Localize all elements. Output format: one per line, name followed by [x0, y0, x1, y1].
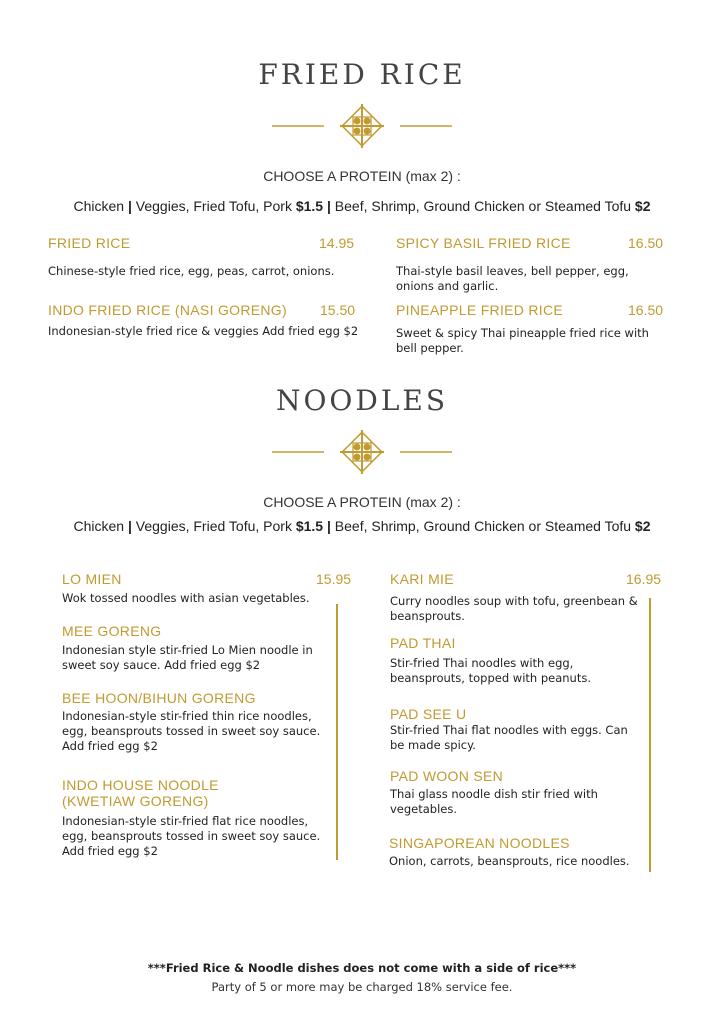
- protein-text: Chicken: [73, 518, 128, 534]
- protein-text: Veggies, Fried Tofu, Pork: [131, 198, 296, 214]
- menu-item-description: Onion, carrots, beansprouts, rice noodles.: [389, 854, 630, 868]
- menu-item-name: PAD SEE U: [390, 706, 467, 722]
- menu-item-description: Thai glass noodle dish stir fried with vegetables.: [390, 787, 598, 816]
- menu-item-price: 15.50: [320, 302, 356, 318]
- protein-price: $1.5: [295, 518, 324, 534]
- protein-text: Beef, Shrimp, Ground Chicken or Steamed Tofu: [334, 518, 635, 534]
- menu-item-name: PAD WOON SEN: [390, 768, 504, 784]
- protein-price: $2: [634, 518, 651, 534]
- menu-item-description: Indonesian style stir-fried Lo Mien noodle in sweet soy sauce. Add fried egg $2: [62, 643, 313, 672]
- noodles-protein-options: [0, 518, 724, 534]
- noodles-choose-protein: CHOOSE A PROTEIN (max 2) :: [263, 494, 461, 510]
- protein-price: $1.5: [295, 198, 324, 214]
- menu-item-name: SPICY BASIL FRIED RICE: [396, 235, 571, 251]
- column-divider: [649, 598, 651, 872]
- menu-item-description: Indonesian-style fried rice & veggies Add fried egg $2: [48, 324, 359, 338]
- menu-item-description: Stir-fried Thai flat noodles with eggs. Can be made spicy.: [390, 723, 628, 752]
- menu-item-name: FRIED RICE: [48, 235, 131, 251]
- diamond-ornament-icon: [272, 104, 452, 148]
- menu-item-description: Stir-fried Thai noodles with egg, beansprouts, topped with peanuts.: [390, 656, 591, 685]
- menu-item-name: PINEAPPLE FRIED RICE: [396, 302, 564, 318]
- noodles-title: NOODLES: [275, 384, 449, 417]
- fried-rice-title: FRIED RICE: [258, 58, 466, 91]
- fried-rice-protein-options: [0, 198, 724, 214]
- protein-text: Chicken: [73, 198, 128, 214]
- fried-rice-choose-protein: CHOOSE A PROTEIN (max 2) :: [263, 168, 461, 184]
- protein-text: Beef, Shrimp, Ground Chicken or Steamed Tofu: [334, 198, 635, 214]
- menu-item-description: Sweet & spicy Thai pineapple fried rice with bell pepper.: [396, 326, 649, 355]
- menu-item-description: Chinese-style fried rice, egg, peas, carrot, onions.: [48, 264, 335, 278]
- menu-item-name: INDO HOUSE NOODLE (KWETIAW GORENG): [62, 777, 219, 809]
- column-divider: [336, 604, 338, 860]
- menu-item-name: KARI MIE: [390, 571, 454, 587]
- menu-item-name: PAD THAI: [390, 635, 456, 651]
- menu-item-description: Curry noodles soup with tofu, greenbean & beansprouts.: [390, 594, 638, 623]
- menu-item-price: 15.95: [316, 571, 352, 587]
- menu-item-description: Indonesian-style stir-fried flat rice noodles, egg, beansprouts tossed in sweet soy sauce. Add fried egg $2: [62, 814, 321, 858]
- protein-separator: |: [323, 518, 335, 534]
- menu-item-description: Thai-style basil leaves, bell pepper, egg, onions and garlic.: [396, 264, 629, 293]
- menu-item-name: MEE GORENG: [62, 623, 162, 639]
- menu-item-name: SINGAPOREAN NOODLES: [389, 835, 570, 851]
- menu-item-name: BEE HOON/BIHUN GORENG: [62, 690, 256, 706]
- footer-rice-note: ***Fried Rice & Noodle dishes does not come with a side of rice***: [147, 961, 577, 975]
- menu-item-description: Indonesian-style stir-fried thin rice noodles, egg, beansprouts tossed in sweet soy sauce. Add fried egg $2: [62, 709, 321, 753]
- protein-separator: |: [127, 518, 132, 534]
- menu-item-name: INDO FRIED RICE (NASI GORENG): [48, 302, 287, 318]
- menu-item-name: LO MIEN: [62, 571, 122, 587]
- menu-item-price: 14.95: [319, 235, 355, 251]
- menu-item-description: Wok tossed noodles with asian vegetables.: [62, 591, 310, 605]
- diamond-ornament-icon: [272, 430, 452, 474]
- protein-text: Veggies, Fried Tofu, Pork: [131, 518, 296, 534]
- footer-service-fee: Party of 5 or more may be charged 18% service fee.: [211, 980, 513, 994]
- protein-separator: |: [127, 198, 132, 214]
- menu-item-price: 16.50: [628, 302, 664, 318]
- protein-separator: |: [323, 198, 335, 214]
- menu-item-price: 16.95: [626, 571, 662, 587]
- menu-item-price: 16.50: [628, 235, 664, 251]
- protein-price: $2: [634, 198, 651, 214]
